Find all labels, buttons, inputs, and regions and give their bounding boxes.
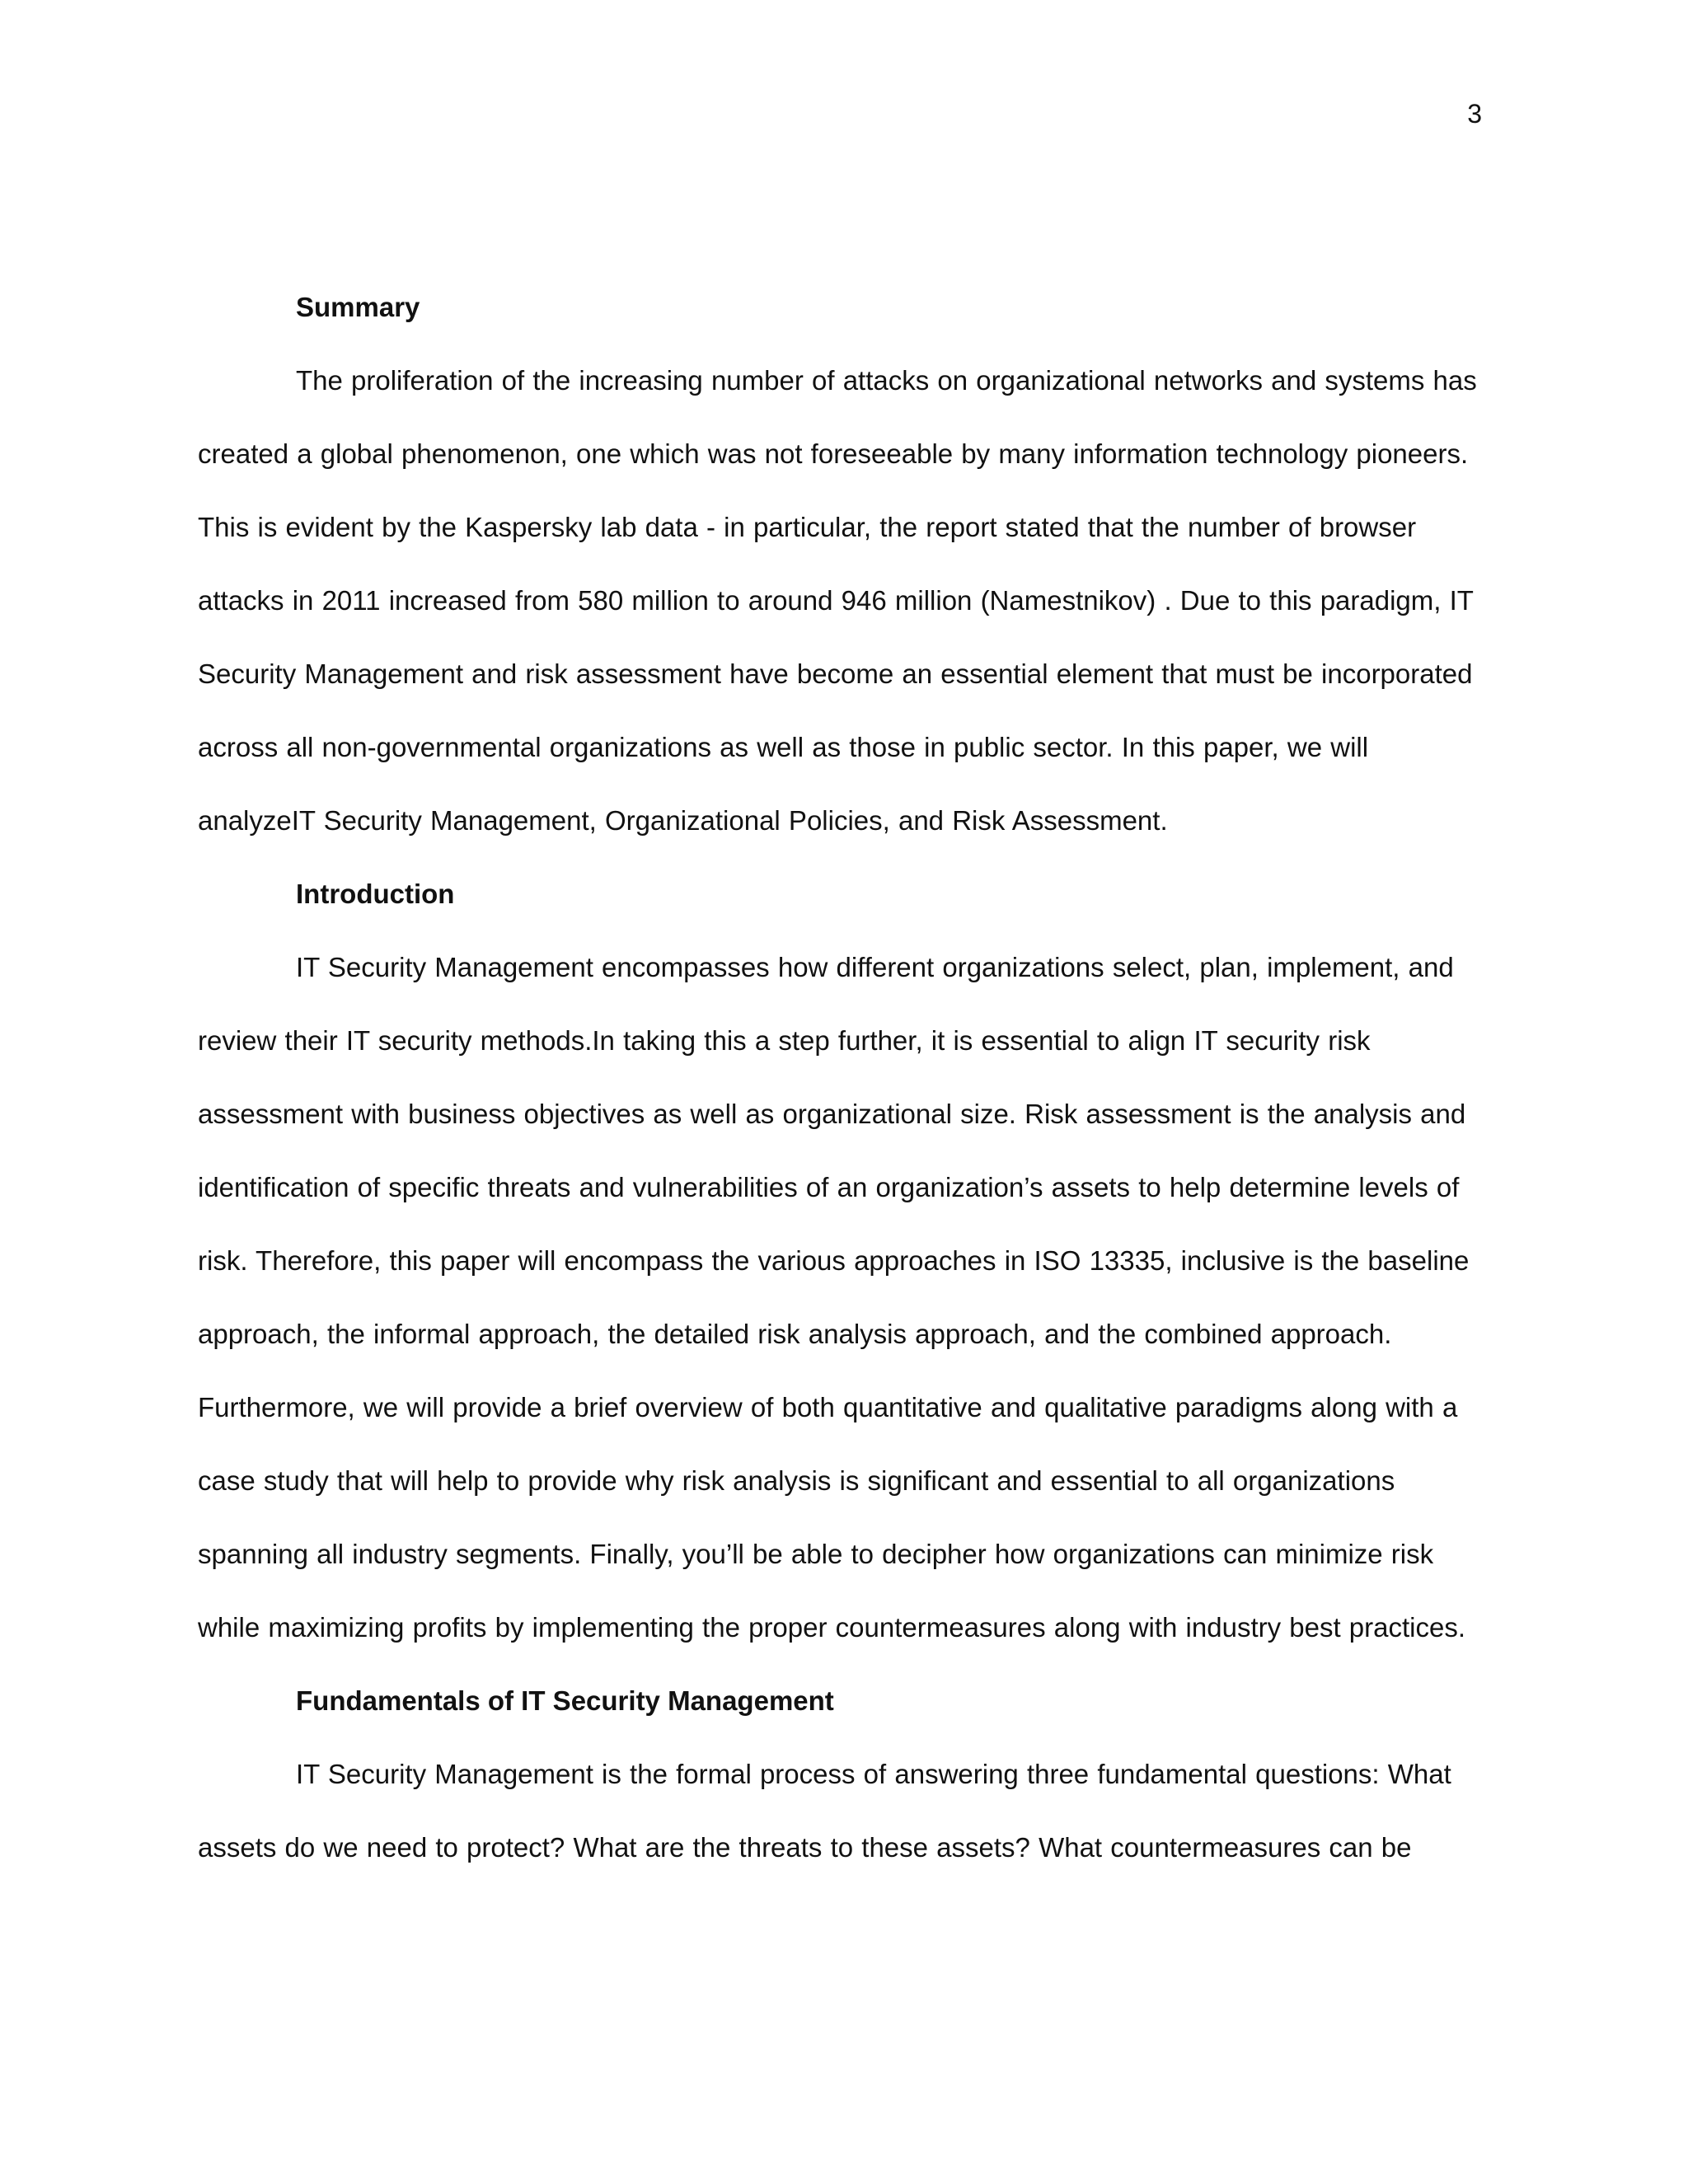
section-heading-summary: Summary [296,292,420,322]
document-body [198,270,1492,1884]
summary-paragraph: The proliferation of the increasing number of attacks on organizational networks and systems has created a global phenomenon, one which was not foreseeable by many information technology pioneers. This is evident by the Kaspersky lab data - in particular, the report stated that the number of browser attacks in 2011 increased from 580 million to around 946 million (Namestnikov) . Due to this paradigm, IT Security Management and risk assessment have become an essential element that must be incorporated across all non-governmental organizations as well as those in public sector. In this paper, we will analyzeIT Security Management, Organizational Policies, and Risk Assessment. [198,365,1477,836]
section-heading-fundamentals: Fundamentals of IT Security Management [296,1685,834,1716]
fundamentals-paragraph: IT Security Management is the formal process of answering three fundamental questions: What assets do we need to protect? What are the threats to these assets? What countermeasures can be [198,1759,1451,1863]
introduction-paragraph: IT Security Management encompasses how different organizations select, plan, implement, and review their IT security methods.In taking this a step further, it is essential to align IT security risk assessment with business objectives as well as organizational size. Risk assessment is the analysis and identification of specific threats and vulnerabilities of an organization’s assets to help determine levels of risk. Therefore, this paper will encompass the various approaches in ISO 13335, inclusive is the baseline approach, the informal approach, the detailed risk analysis approach, and the combined approach. Furthermore, we will provide a brief overview of both quantitative and qualitative paradigms along with a case study that will help to provide why risk analysis is significant and essential to all organizations spanning all industry segments. Finally, you’ll be able to decipher how organizations can minimize risk while maximizing profits by implementing the proper countermeasures along with industry best practices. [198,952,1470,1643]
page-number: 3 [1467,99,1482,129]
section-heading-introduction: Introduction [296,879,455,909]
